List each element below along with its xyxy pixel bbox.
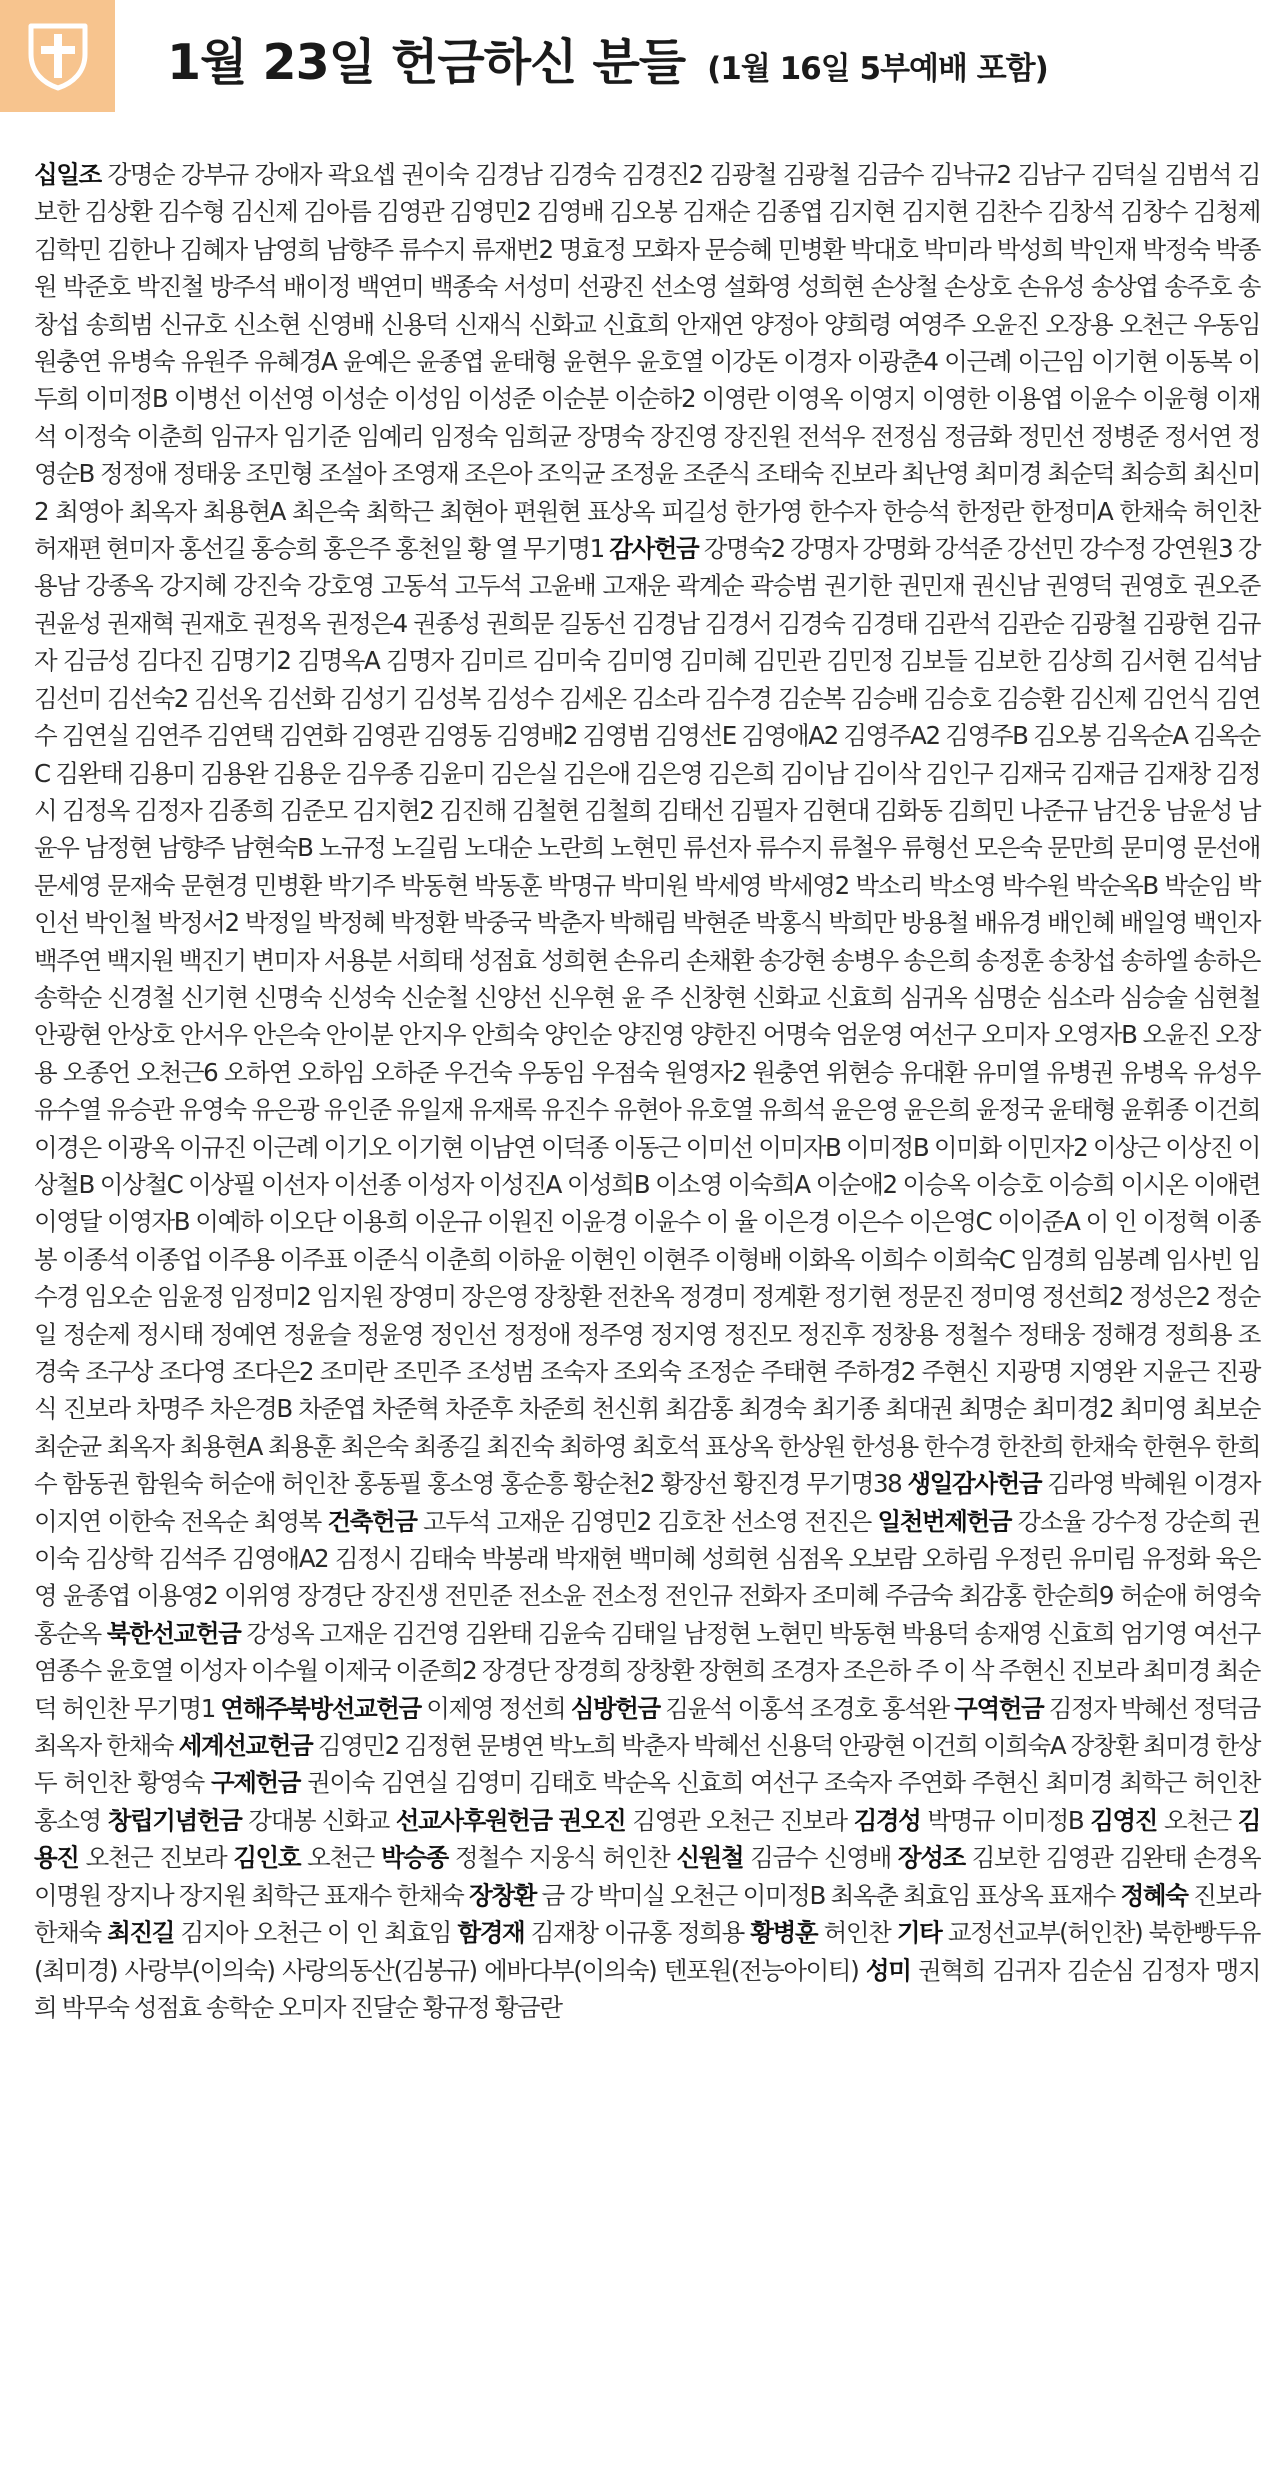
offering-category-label: 김경성 — [853, 1805, 921, 1835]
donor-names: 오천근 — [1163, 1805, 1231, 1835]
offering-category-label: 감사헌금 — [609, 534, 699, 564]
offering-category-label: 창립기념헌금 — [107, 1805, 242, 1835]
offering-category-label: 십일조 — [34, 160, 101, 189]
donor-names: 권이숙 김연실 김영미 김태호 박순옥 신효희 여선구 조숙자 주연화 주현신 최미경 최학근 허인찬 홍소영 — [34, 1768, 1260, 1835]
donor-names: 김재창 이규홍 정희용 — [530, 1918, 744, 1948]
donor-names: 강명숙2 강명자 강명화 강석준 강선민 강수정 강연원3 강용남 강종옥 강지혜 강진숙 강호영 고동석 고두석 고윤배 고재운 곽계순 곽승범 권기한 권민재 권신남 권영덕 권영호 권오준 권윤성 권재혁 권재호 권정옥 권정은4 권종성 권희문 길동선 김경남 김경서 김경숙 김경태 김관석 김관순 김광철 김광현 김규자 김금성 김다진 김명기2 김명옥A 김명자 김미르 김미숙 김미영 김미혜 김민관 김민정 김보들 김보한 김상희 김서현 김석남 김선미 김선숙2 김선옥 김선화 김성기 김성복 김성수 김세온 김소라 김수경 김순복 김승배 김승호 김승환 김신제 김언식 김연수 김연실 김연주 김연택 김연화 김영관 김영동 김영배2 김영범 김영선E 김영애A2 김영주A2 김영주B 김오봉 김옥순A 김옥순C 김완태 김용미 김용완 김용운 김우종 김윤미 김은실 김은애 김은영 김은희 김이남 김이삭 김인구 김재국 김재금 김재창 김정시 김정옥 김정자 김종희 김준모 김지현2 김진해 김철현 김철희 김태선 김필자 김현대 김화동 김희민 나준규 남건웅 남윤성 남윤우 남정현 남향주 남현숙B 노규정 노길림 노대순 노란희 노현민 류선자 류수지 류철우 류형선 모은숙 문만희 문미영 문선애 문세영 문재숙 문현경 민병환 박기주 박동현 박동훈 박명규 박미원 박세영 박세영2 박소리 박소영 박수원 박순옥B 박순임 박인선 박인철 박정서2 박정일 박정혜 박정환 박중국 박춘자 박해림 박현준 박홍식 박희만 방용철 배유경 배인혜 배일영 백인자 백주연 백지원 백진기 변미자 서용분 서희태 성점효 성희현 손유리 손채환 송강현 송병우 송은희 송정훈 송창섭 송하엘 송하은 송학순 신경철 신기현 신명숙 신성숙 신순철 신양선 신우현 윤 주 신창현 신화교 신효희 심귀옥 심명순 심소라 심승술 심현철 안광현 안상호 안서우 안은숙 안이분 안지우 안희숙 양인순 양진영 양한진 어명숙 엄운영 여선구 오미자 오영자B 오윤진 오장용 오종언 오천근6 오하연 오하임 오하준 우건숙 우동임 우점숙 원영자2 원충연 위현승 유대환 유미열 유병권 유병옥 유성우 유수열 유승관 유영숙 유은광 유인준 유일재 유재록 유진수 유현아 유호열 유희석 윤은영 윤은희 윤정국 윤태형 윤휘종 이건희 이경은 이광옥 이규진 이근례 이기오 이기현 이남연 이덕종 이동근 이미선 이미자B 이미정B 이미화 이민자2 이상근 이상진 이상철B 이상철C 이상필 이선자 이선종 이성자 이성진A 이성희B 이소영 이숙희A 이순애2 이승옥 이승호 이승희 이시온 이애련 이영달 이영자B 이예하 이오단 이용희 이운규 이원진 이윤경 이윤수 이 율 이은경 이은수 이은영C 이이준A 이 인 이정혁 이종봉 이종석 이종업 이주용 이주표 이준식 이춘희 이하윤 이현인 이현주 이형배 이화옥 이희수 이희숙C 임경희 임봉례 임사빈 임수경 임오순 임윤정 임정미2 임지원 장영미 장은영 장창환 전찬옥 정경미 정계환 정기현 정문진 정미영 정선희2 정성은2 정순일 정순제 정시태 정예연 정윤슬 정윤영 정인선 정정애 정주영 정지영 정진모 정진후 정창용 정철수 정태웅 정해경 정희용 조경숙 조구상 조다영 조다은2 조미란 조민주 조성범 조숙자 조외숙 조정순 주태현 주하경2 주현신 지광명 지영완 지윤근 진광식 진보라 차명주 차은경B 차준엽 차준혁 차준후 차준희 천신휘 최감홍 최경숙 최기종 최대권 최명순 최미경2 최미영 최보순 최순균 최옥자 최용현A 최용훈 최은숙 최종길 최진숙 최하영 최호석 표상옥 한상원 한성용 한수경 한찬희 한채숙 한현우 한희수 함동권 함원숙 허순애 허인찬 홍동필 홍소영 홍순흥 황순천2 황장선 황진경 무기명38 — [34, 534, 1260, 1499]
donor-names: 김윤석 이홍석 조경호 홍석완 — [665, 1693, 949, 1723]
donor-names: 강성옥 고재운 김건영 김완태 김윤숙 김태일 남정현 노현민 박동현 박용덕 송재영 신효희 엄기영 여선구 염종수 윤호열 이성자 이수월 이제국 이준희2 장경단 장경희 장창환 장현희 조경자 조은하 주 이 삭 주현신 진보라 최미경 최순덕 허인찬 무기명1 — [34, 1618, 1260, 1723]
offering-category-label: 성미 — [865, 1955, 911, 1985]
page-header — [0, 0, 1280, 112]
offering-category-label: 김영진 — [1090, 1805, 1158, 1835]
donor-names: 오천근 진보라 — [85, 1843, 227, 1873]
donor-names: 김금수 신영배 — [750, 1843, 891, 1873]
offering-category-label: 구제헌금 — [211, 1768, 301, 1798]
donor-names: 김라영 박혜원 이경자 이지연 이한숙 전옥순 최영복 — [34, 1469, 1260, 1536]
offering-category-label: 정혜숙 — [1120, 1880, 1188, 1910]
offering-category-label: 기타 — [896, 1918, 942, 1948]
cross-shield-icon — [23, 20, 93, 92]
church-badge — [0, 0, 115, 112]
offering-category-label: 생일감사헌금 — [907, 1469, 1042, 1499]
donor-names: 금 강 박미실 오천근 이미정B 최옥춘 최효임 표상옥 표재수 — [541, 1880, 1115, 1910]
offering-category-label: 건축헌금 — [327, 1506, 417, 1536]
donor-names: 강명순 강부규 강애자 곽요셉 권이숙 김경남 김경숙 김경진2 김광철 김광철 김금수 김낙규2 김남구 김덕실 김범석 김보한 김상환 김수형 김신제 김아름 김영관 김영민2 김영배 김오봉 김재순 김종엽 김지현 김지현 김찬수 김창석 김창수 김청제 김학민 김한나 김혜자 남영희 남향주 류수지 류재번2 명효정 모화자 문승혜 민병환 박대호 박미라 박성희 박인재 박정숙 박종원 박준호 박진철 방주석 배이정 백연미 백종숙 서성미 선광진 선소영 설화영 성희현 손상철 손상호 손유성 송상엽 송주호 송창섭 송희범 신규호 신소현 신영배 신용덕 신재식 신화교 신효희 안재연 양정아 양희령 여영주 오윤진 오장용 오천근 우동임 원충연 유병숙 유원주 유혜경A 윤예은 윤종엽 윤태형 윤현우 윤호열 이강돈 이경자 이광춘4 이근례 이근임 이기현 이동복 이두희 이미정B 이병선 이선영 이성순 이성임 이성준 이순분 이순하2 이영란 이영옥 이영지 이영한 이용엽 이윤수 이윤형 이재석 이정숙 이춘희 임규자 임기준 임예리 임정숙 임희균 장명숙 장진영 장진원 전석우 전정심 정금화 정민선 정병준 정서연 정영순B 정정애 정태웅 조민형 조설아 조영재 조은아 조익균 조정윤 조준식 조태숙 진보라 최난영 최미경 최순덕 최승희 최신미2 최영아 최옥자 최용현A 최은숙 최학근 최현아 편원현 표상옥 피길성 한가영 한수자 한승석 한정란 한정미A 한채숙 허인찬 허재편 현미자 홍선길 홍승희 홍은주 홍천일 황 열 무기명1 — [34, 160, 1260, 564]
offering-category-label: 김용진 — [34, 1805, 1260, 1873]
donor-names: 강대봉 신화교 — [248, 1805, 389, 1835]
donor-names: 강소율 강수정 강순희 권이숙 김상학 김석주 김영애A2 김정시 김태숙 박봉래 박재현 백미혜 성희현 심점옥 오보람 오하림 우정린 유미림 유정화 육은영 윤종엽 이용영2 이위영 장경단 장진생 전민준 전소윤 전소정 전인규 전화자 조미혜 주금숙 최감홍 한순희9 허순애 허영숙 홍순옥 — [34, 1506, 1260, 1648]
offering-category-label: 함경재 — [457, 1918, 525, 1948]
offering-category-label: 연해주북방선교헌금 — [220, 1693, 421, 1723]
donor-names: 김지아 오천근 이 인 최효임 — [180, 1918, 452, 1948]
donor-names: 김보한 김영관 김완태 손경옥 이명원 장지나 장지원 최학근 표재수 한채숙 — [34, 1843, 1261, 1910]
offering-category-label: 김인호 — [233, 1843, 301, 1873]
page-subtitle: (1월 16일 5부예배 포함) — [707, 51, 1048, 87]
offering-category-label: 황병훈 — [750, 1918, 818, 1948]
donor-names: 김영민2 김정현 문병연 박노희 박춘자 박혜선 신용덕 안광현 이건희 이희숙A 장창환 최미경 한상두 허인찬 황영숙 — [34, 1731, 1260, 1798]
donor-names: 오천근 — [307, 1843, 374, 1873]
offering-category-label: 일천번제헌금 — [877, 1506, 1012, 1536]
donor-names: 진보라 한채숙 — [34, 1880, 1260, 1948]
donor-names: 이제영 정선희 — [426, 1693, 566, 1723]
donor-names: 고두석 고재운 김영민2 김호찬 선소영 전진은 — [423, 1506, 871, 1536]
donor-names: 박명규 이미정B — [927, 1805, 1084, 1835]
offering-category-label: 선교사후원헌금 — [395, 1805, 552, 1835]
donor-names: 권혁희 김귀자 김순심 김정자 맹지희 박무숙 성점효 송학순 오미자 진달순 황규정 황금란 — [34, 1955, 1260, 2022]
offering-category-label: 세계선교헌금 — [178, 1731, 313, 1761]
donor-names: 교정선교부(허인찬) 북한빵두유(최미경) 사랑부(이의숙) 사랑의동산(김봉규) 에바다부(이의숙) 텐포원(전능아이티) — [34, 1918, 1261, 1985]
donor-list — [34, 156, 1260, 2026]
offering-category-label: 심방헌금 — [570, 1693, 660, 1723]
offering-category-label: 박승종 — [381, 1843, 448, 1873]
donor-names: 김영관 오천근 진보라 — [632, 1805, 847, 1835]
page-title: 1월 23일 헌금하신 분들 — [167, 34, 686, 91]
offering-category-label: 구역헌금 — [954, 1693, 1044, 1723]
donor-names: 김정자 박혜선 정덕금 최옥자 한채숙 — [34, 1693, 1260, 1761]
donor-names: 정철수 지웅식 허인찬 — [454, 1843, 670, 1873]
offering-category-label: 장창환 — [469, 1880, 536, 1910]
offering-category-label: 권오진 — [558, 1805, 626, 1835]
offering-category-label: 장성조 — [897, 1843, 965, 1873]
offering-category-label: 최진길 — [107, 1918, 175, 1948]
offering-category-label: 신원철 — [676, 1843, 744, 1873]
offering-category-label: 북한선교헌금 — [106, 1618, 241, 1648]
donor-names: 허인찬 — [823, 1918, 891, 1948]
